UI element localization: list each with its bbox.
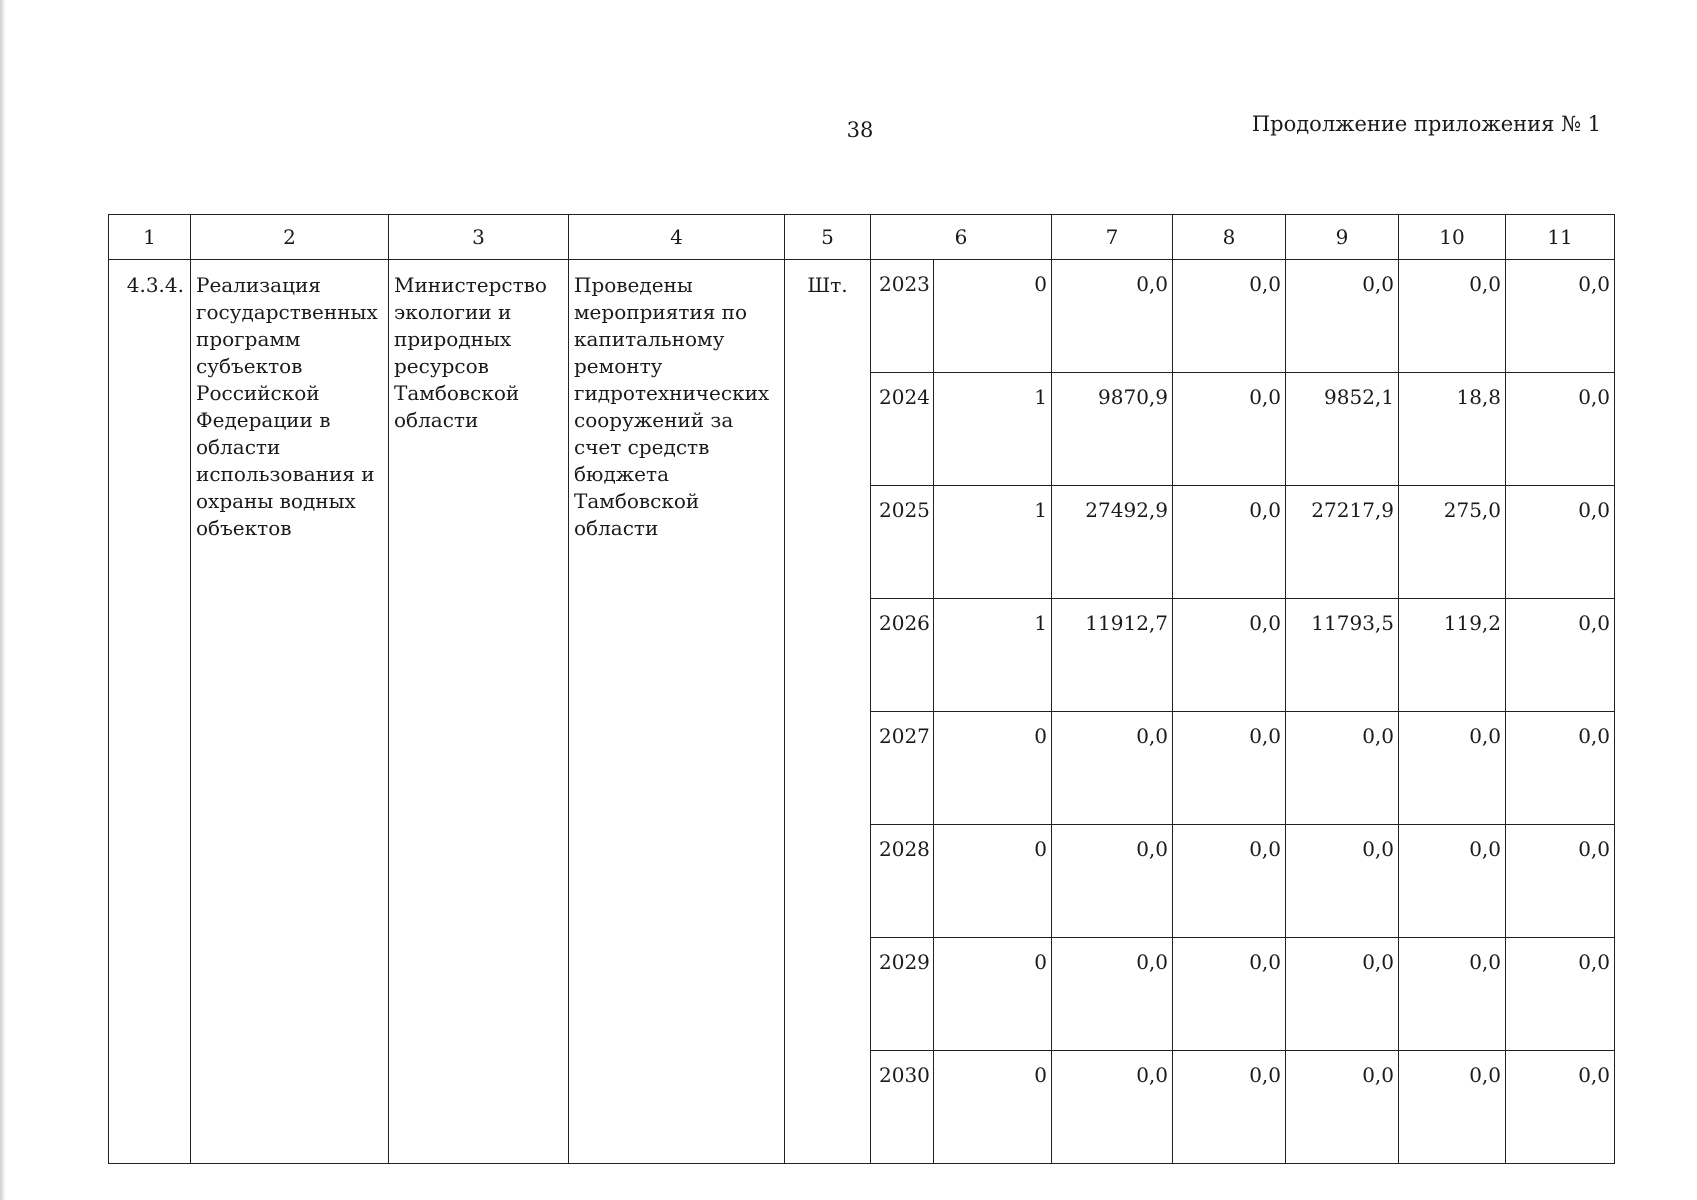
total-cell: 0,0	[1052, 938, 1173, 1051]
total-cell: 0,0	[1052, 712, 1173, 825]
item-code: 4.3.4.	[109, 260, 191, 1164]
col11-cell: 0,0	[1506, 599, 1615, 712]
col9-cell: 0,0	[1286, 938, 1399, 1051]
count-cell: 0	[934, 825, 1052, 938]
col9-cell: 27217,9	[1286, 486, 1399, 599]
col8-cell: 0,0	[1173, 373, 1286, 486]
column-header: 4	[569, 215, 785, 260]
column-header: 1	[109, 215, 191, 260]
table-row	[109, 260, 1615, 373]
count-cell: 0	[934, 260, 1052, 373]
col9-cell: 0,0	[1286, 1051, 1399, 1164]
year-cell: 2030	[871, 1051, 934, 1164]
column-header: 10	[1399, 215, 1506, 260]
col8-cell: 0,0	[1173, 1051, 1286, 1164]
year-cell: 2025	[871, 486, 934, 599]
year-cell: 2028	[871, 825, 934, 938]
item-name: Реализация государственных программ субъектов Российской Федерации в области использования и охраны водных объектов	[191, 260, 389, 1164]
total-cell: 0,0	[1052, 825, 1173, 938]
column-header: 2	[191, 215, 389, 260]
col10-cell: 0,0	[1399, 1051, 1506, 1164]
col10-cell: 0,0	[1399, 938, 1506, 1051]
col11-cell: 0,0	[1506, 486, 1615, 599]
col10-cell: 0,0	[1399, 712, 1506, 825]
item-result: Проведены мероприятия по капитальному ремонту гидротехнических сооружений за счет средств бюджета Тамбовской области	[569, 260, 785, 1164]
column-header: 9	[1286, 215, 1399, 260]
total-cell: 0,0	[1052, 1051, 1173, 1164]
year-cell: 2029	[871, 938, 934, 1051]
year-cell: 2027	[871, 712, 934, 825]
col8-cell: 0,0	[1173, 938, 1286, 1051]
total-cell: 0,0	[1052, 260, 1173, 373]
scan-edge	[0, 0, 6, 1200]
col10-cell: 119,2	[1399, 599, 1506, 712]
col9-cell: 9852,1	[1286, 373, 1399, 486]
col11-cell: 0,0	[1506, 1051, 1615, 1164]
column-header: 3	[389, 215, 569, 260]
column-header: 8	[1173, 215, 1286, 260]
col11-cell: 0,0	[1506, 712, 1615, 825]
col11-cell: 0,0	[1506, 938, 1615, 1051]
col8-cell: 0,0	[1173, 260, 1286, 373]
count-cell: 1	[934, 486, 1052, 599]
col11-cell: 0,0	[1506, 260, 1615, 373]
appendix-table	[108, 214, 1615, 1164]
column-header: 6	[871, 215, 1052, 260]
col8-cell: 0,0	[1173, 599, 1286, 712]
total-cell: 9870,9	[1052, 373, 1173, 486]
appendix-continuation-label: Продолжение приложения № 1	[1251, 112, 1601, 136]
col11-cell: 0,0	[1506, 825, 1615, 938]
col9-cell: 11793,5	[1286, 599, 1399, 712]
year-cell: 2026	[871, 599, 934, 712]
column-header: 7	[1052, 215, 1173, 260]
col9-cell: 0,0	[1286, 712, 1399, 825]
total-cell: 27492,9	[1052, 486, 1173, 599]
col8-cell: 0,0	[1173, 486, 1286, 599]
count-cell: 1	[934, 373, 1052, 486]
count-cell: 0	[934, 938, 1052, 1051]
item-executor: Министерство экологии и природных ресурсов Тамбовской области	[389, 260, 569, 1164]
column-header: 11	[1506, 215, 1615, 260]
count-cell: 0	[934, 712, 1052, 825]
col8-cell: 0,0	[1173, 825, 1286, 938]
col10-cell: 0,0	[1399, 260, 1506, 373]
item-unit: Шт.	[785, 260, 871, 1164]
col10-cell: 18,8	[1399, 373, 1506, 486]
col9-cell: 0,0	[1286, 825, 1399, 938]
col10-cell: 0,0	[1399, 825, 1506, 938]
col8-cell: 0,0	[1173, 712, 1286, 825]
total-cell: 11912,7	[1052, 599, 1173, 712]
col9-cell: 0,0	[1286, 260, 1399, 373]
col10-cell: 275,0	[1399, 486, 1506, 599]
count-cell: 1	[934, 599, 1052, 712]
col11-cell: 0,0	[1506, 373, 1615, 486]
column-number-row	[109, 215, 1615, 260]
column-header: 5	[785, 215, 871, 260]
count-cell: 0	[934, 1051, 1052, 1164]
page-number: 38	[846, 118, 874, 142]
year-cell: 2024	[871, 373, 934, 486]
year-cell: 2023	[871, 260, 934, 373]
